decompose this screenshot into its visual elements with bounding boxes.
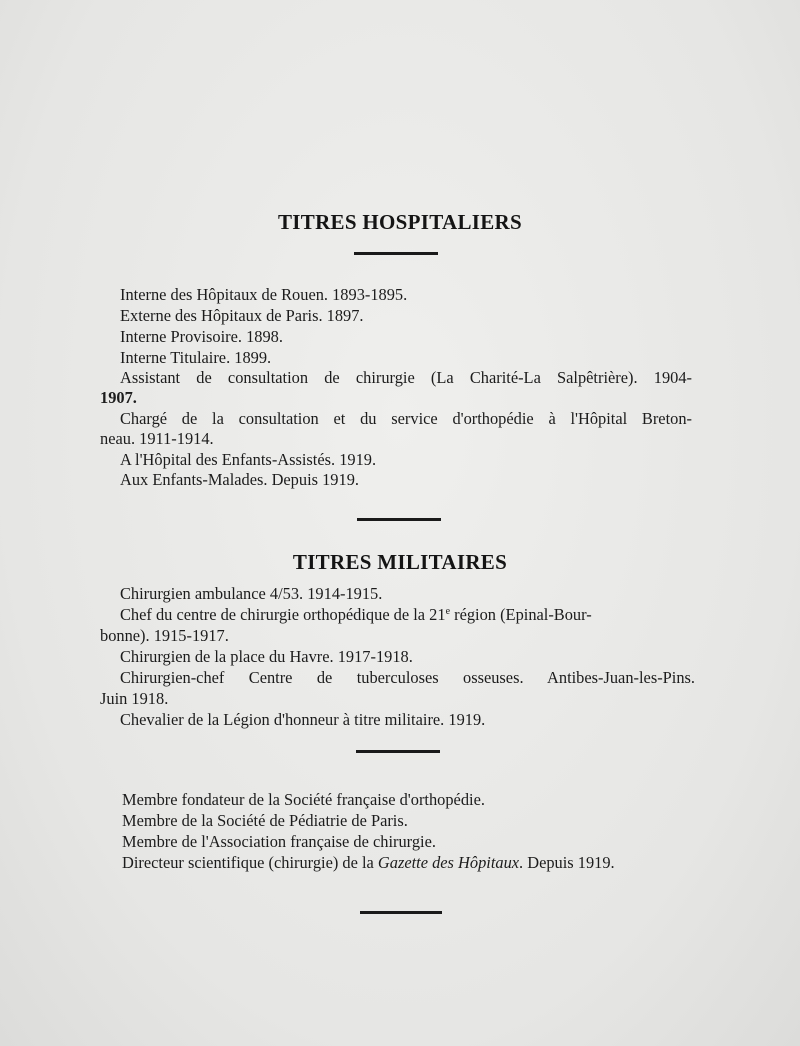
- membership-line: Membre de l'Association française de chirurgie.: [122, 832, 436, 851]
- membership-line: Membre de la Société de Pédiatrie de Paris.: [122, 811, 408, 830]
- hospital-line: Chargé de la consultation et du service d'orthopédie à l'Hôpital Breton-: [120, 409, 692, 428]
- hospital-line: Interne Provisoire. 1898.: [120, 327, 283, 346]
- hospital-line: 1907.: [100, 388, 137, 407]
- hospital-line: A l'Hôpital des Enfants-Assistés. 1919.: [120, 450, 377, 469]
- hospital-line: Assistant de consultation de chirurgie (La Charité-La Salpêtrière). 1904-: [120, 368, 692, 387]
- military-line: Chef du centre de chirurgie orthopédique de la 21e région (Epinal-Bour-: [120, 605, 592, 624]
- military-line: Chirurgien-chef Centre de tuberculoses osseuses. Antibes-Juan-les-Pins.: [120, 668, 695, 687]
- military-line: bonne). 1915-1917.: [100, 626, 229, 645]
- section-rule: [356, 750, 440, 753]
- membership-line: Directeur scientifique (chirurgie) de la Gazette des Hôpitaux. Depuis 1919.: [122, 853, 615, 872]
- hospital-line: Aux Enfants-Malades. Depuis 1919.: [120, 470, 359, 489]
- military-line: Juin 1918.: [100, 689, 169, 708]
- hospital-line: neau. 1911-1914.: [100, 429, 214, 448]
- section-rule: [357, 518, 441, 521]
- membership-line: Membre fondateur de la Société française d'orthopédie.: [122, 790, 485, 809]
- section-title-military: TITRES MILITAIRES: [292, 550, 508, 574]
- section-title-hospital: TITRES HOSPITALIERS: [278, 210, 522, 234]
- hospital-line: Interne des Hôpitaux de Rouen. 1893-1895.: [120, 285, 408, 304]
- military-line: Chevalier de la Légion d'honneur à titre militaire. 1919.: [120, 710, 486, 729]
- military-line: Chirurgien de la place du Havre. 1917-1918.: [120, 647, 413, 666]
- section-rule: [354, 252, 438, 255]
- hospital-line: Externe des Hôpitaux de Paris. 1897.: [120, 306, 364, 325]
- section-rule: [360, 911, 442, 914]
- military-line: Chirurgien ambulance 4/53. 1914-1915.: [120, 584, 383, 603]
- hospital-line: Interne Titulaire. 1899.: [120, 348, 272, 367]
